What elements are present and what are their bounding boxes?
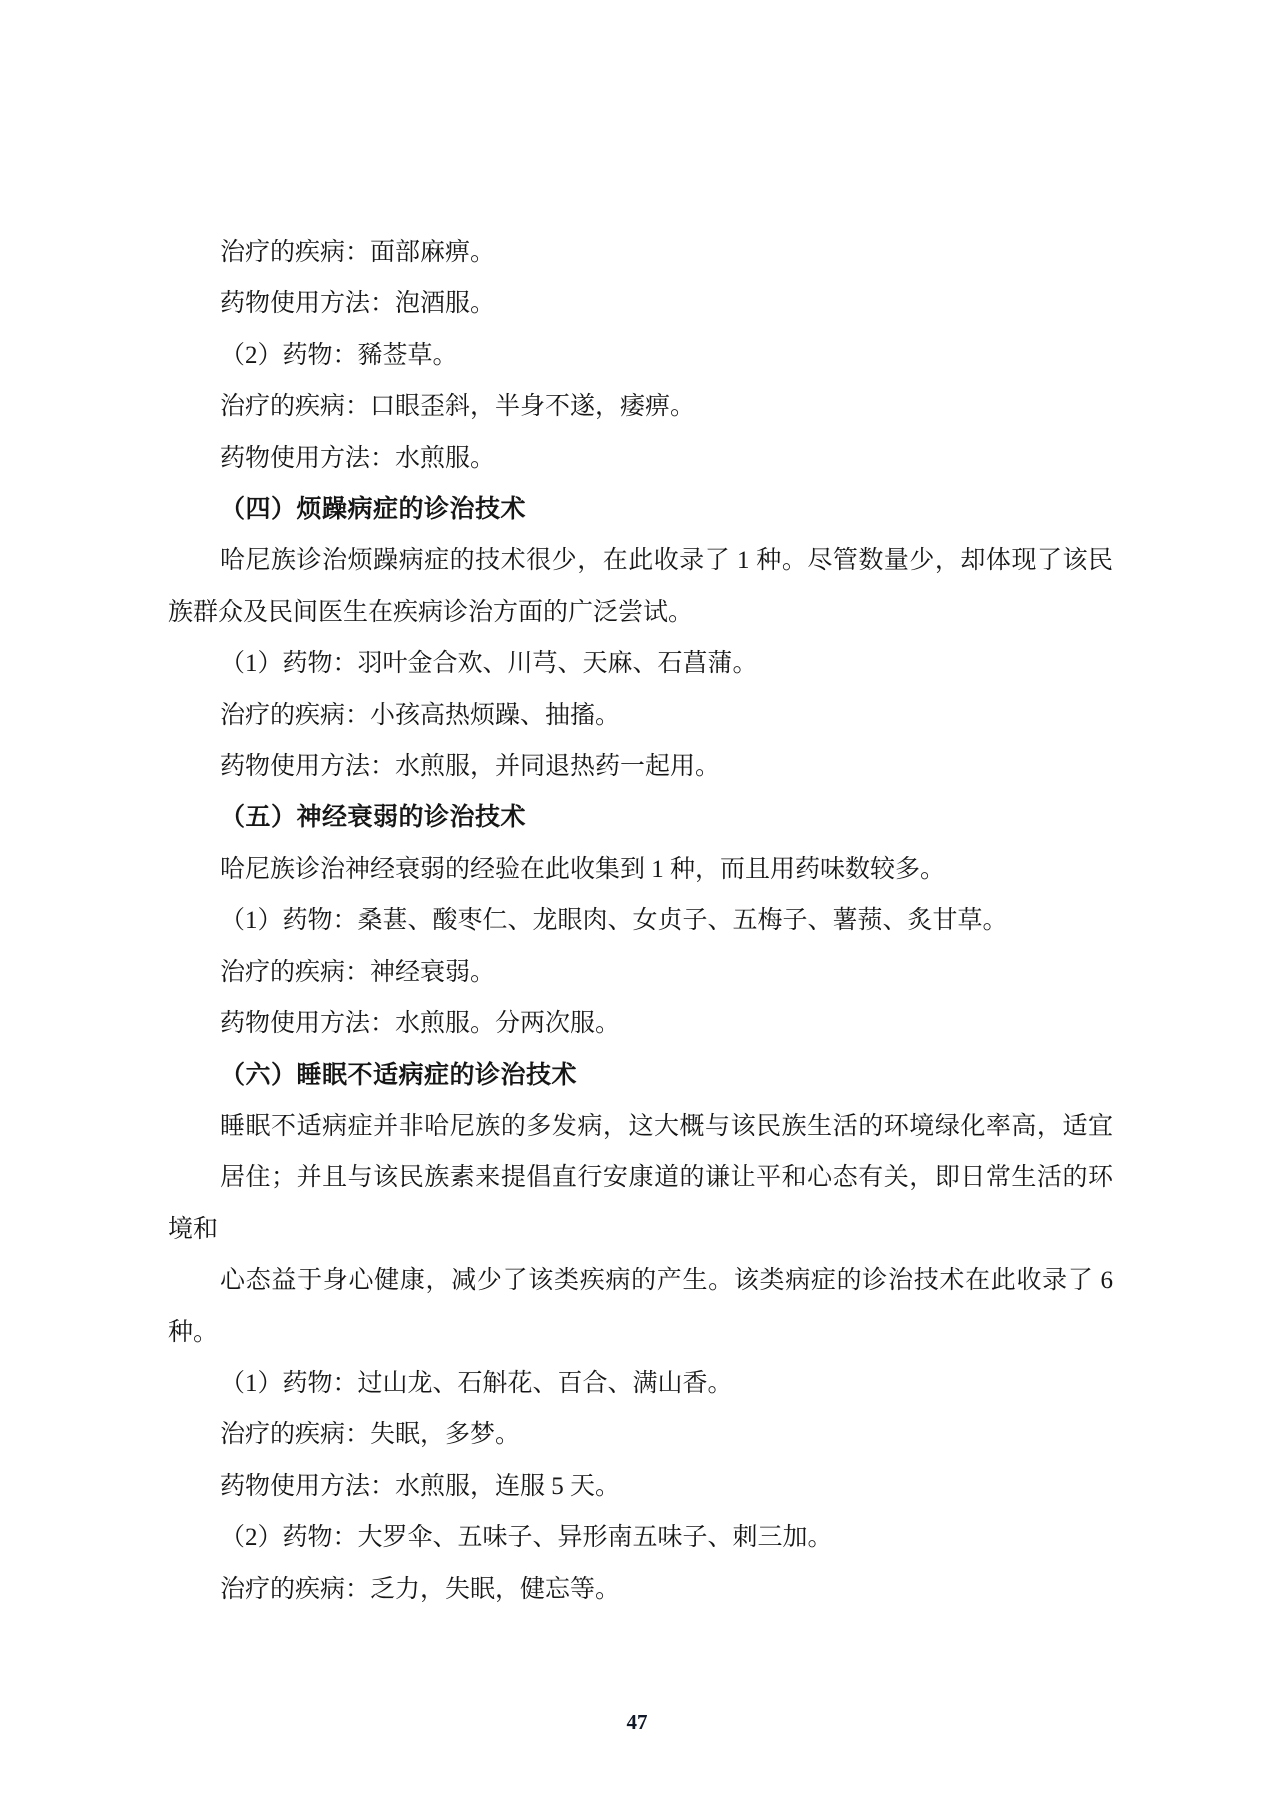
text-line: 哈尼族诊治烦躁病症的技术很少，在此收录了 1 种。尽管数量少，却体现了该民 xyxy=(220,547,1113,575)
text-line: （2）药物：大罗伞、五味子、异形南五味子、刺三加。 xyxy=(220,1524,833,1552)
text-line: 境和 xyxy=(168,1215,219,1243)
text-line: 睡眠不适病症并非哈尼族的多发病，这大概与该民族生活的环境绿化率高，适宜 xyxy=(220,1112,1113,1140)
text-line: （1）药物：羽叶金合欢、川芎、天麻、石菖蒲。 xyxy=(220,650,758,678)
text-line: 药物使用方法：水煎服，并同退热药一起用。 xyxy=(220,753,721,781)
text-line: 居住；并且与该民族素来提倡直行安康道的谦让平和心态有关，即日常生活的环 xyxy=(220,1164,1113,1192)
text-line: 心态益于身心健康，减少了该类疾病的产生。该类病症的诊治技术在此收录了 6 xyxy=(220,1267,1113,1295)
section-heading: （六）睡眠不适病症的诊治技术 xyxy=(220,1060,578,1089)
text-line: （2）药物：豨莶草。 xyxy=(220,341,458,369)
text-line: 治疗的疾病：面部麻痹。 xyxy=(220,239,496,266)
section-heading: （五）神经衰弱的诊治技术 xyxy=(220,803,527,832)
text-block xyxy=(168,227,1113,1615)
text-line: 治疗的疾病：乏力，失眠，健忘等。 xyxy=(220,1575,621,1603)
text-line: （1）药物：桑葚、酸枣仁、龙眼肉、女贞子、五梅子、薯蓣、炙甘草。 xyxy=(220,907,1008,935)
text-line: 治疗的疾病：失眠，多梦。 xyxy=(220,1421,521,1449)
section-heading: （四）烦躁病症的诊治技术 xyxy=(220,495,527,524)
text-line: 药物使用方法：水煎服。分两次服。 xyxy=(220,1010,621,1038)
page-number: 47 xyxy=(626,1710,648,1734)
text-line: 药物使用方法：泡酒服。 xyxy=(220,290,496,318)
text-line: 族群众及民间医生在疾病诊治方面的广泛尝试。 xyxy=(168,598,694,626)
text-line: 哈尼族诊治神经衰弱的经验在此收集到 1 种，而且用药味数较多。 xyxy=(220,855,946,883)
text-line: 治疗的疾病：神经衰弱。 xyxy=(220,958,496,986)
text-line: 药物使用方法：水煎服，连服 5 天。 xyxy=(220,1472,621,1500)
text-line: 治疗的疾病：口眼歪斜，半身不遂，痿痹。 xyxy=(220,393,696,421)
text-line: 药物使用方法：水煎服。 xyxy=(220,444,496,472)
text-line: （1）药物：过山龙、石斛花、百合、满山香。 xyxy=(220,1369,733,1397)
text-line: 种。 xyxy=(168,1318,219,1346)
text-line: 治疗的疾病：小孩高热烦躁、抽搐。 xyxy=(220,701,621,729)
